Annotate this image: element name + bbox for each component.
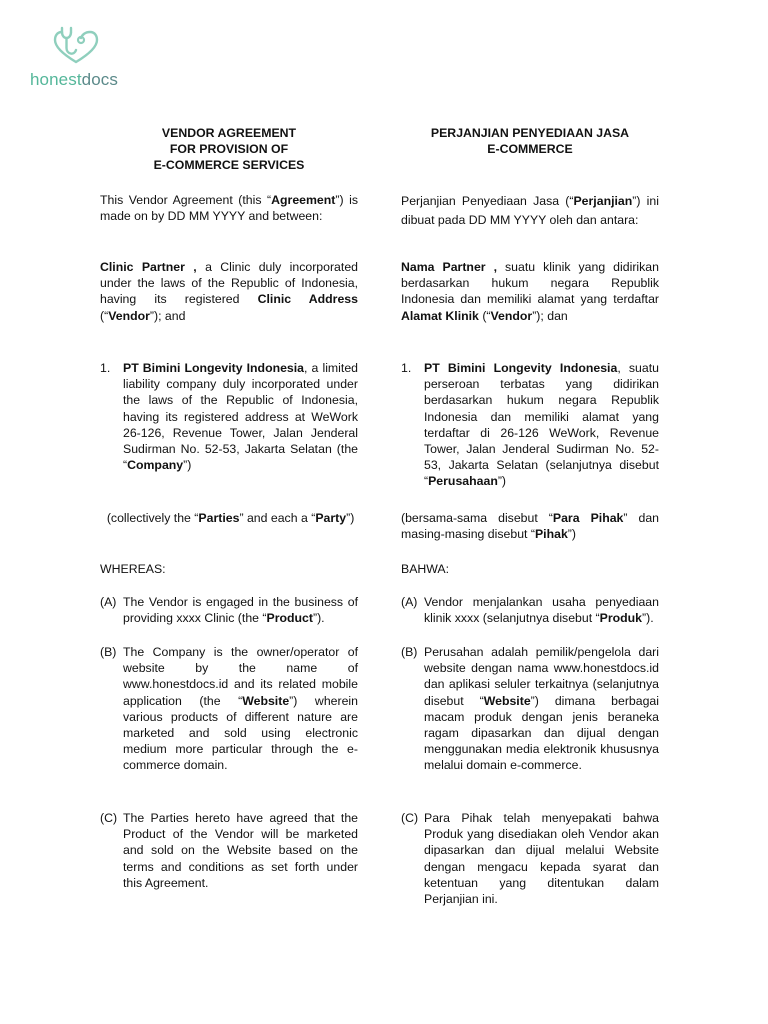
english-collective: (collectively the “Parties” and each a “Party”) [100, 511, 355, 525]
recital-marker: (B) [100, 645, 117, 659]
recital-text: Para Pihak telah menyepakati bahwa Produk yang disediakan oleh Vendor akan dipasarkan dan dijual melalui Website dengan mengacu kepada syarat dan ketentuan yang ditentukan dalam Perjanjian ini. [424, 811, 659, 907]
item-number: 1. [100, 361, 111, 375]
honestdocs-logo [30, 26, 130, 90]
title-line-1: VENDOR AGREEMENT [161, 126, 297, 140]
english-intro: This Vendor Agreement (this “Agreement”) is made on by DD MM YYYY and between: [100, 193, 358, 224]
recital-text: The Company is the owner/operator of website by the name of www.honestdocs.id and its related mobile application (the “Website”) wherein various products of different nature are marketed and sold using electronic medium more particular through the e-commerce domain. [123, 645, 358, 773]
title-line-2: FOR PROVISION OF [169, 142, 289, 157]
recital-marker: (C) [401, 811, 419, 825]
company-party-text: PT Bimini Longevity Indonesia, a limited liability company duly incorporated under the laws of the Republic of Indonesia, having its registered address at WeWork 26-126, Revenue Tower, Jalan Jenderal Sudirman No. 52-53, Jakarta Selatan (the “Company”) [123, 361, 358, 473]
indonesian-whereas-heading: BAHWA: [401, 562, 450, 576]
english-clinic-party: Clinic Partner , a Clinic duly incorporated under the laws of the Republic of Indonesia, having its registered Clinic Address (“Vendor”); and [100, 260, 358, 323]
indonesian-intro: Perjanjian Penyediaan Jasa (“Perjanjian”) ini dibuat pada DD MM YYYY oleh dan antara: [401, 194, 659, 227]
title-line-1: PERJANJIAN PENYEDIAAN JASA [430, 126, 630, 140]
recital-text: The Parties hereto have agreed that the Product of the Vendor will be marketed and sold on the Website based on the terms and conditions as set forth under this Agreement. [123, 811, 358, 890]
title-line-2: E-COMMERCE [487, 142, 573, 157]
recital-marker: (A) [401, 595, 418, 609]
recital-marker: (A) [100, 595, 117, 609]
title-line-3: E-COMMERCE SERVICES [153, 158, 305, 173]
logo-wordmark [30, 70, 118, 90]
recital-text: Perusahan adalah pemilik/pengelola dari website dengan nama www.honestdocs.id dan aplikasi seluler terkaitnya (selanjutnya disebut “Website”) dimana berbagai macam produk dengan jenis beraneka ragam dipasarkan dan dijual dengan menggunakan media elektronik khususnya melalui domain e-commerce. [424, 645, 660, 773]
stethoscope-heart-icon [52, 26, 100, 68]
indonesian-clinic-party: Nama Partner , suatu klinik yang didirikan berdasarkan hukum negara Republik Indonesia dan memiliki alamat yang terdaftar Alamat Klinik (“Vendor”); dan [401, 260, 659, 323]
english-whereas-heading: WHEREAS: [100, 562, 166, 576]
recital-text: Vendor menjalankan usaha penyediaan klinik xxxx (selanjutnya disebut “Produk”). [424, 595, 659, 626]
indonesian-collective: (bersama-sama disebut “Para Pihak” dan masing-masing disebut “Pihak”) [401, 511, 660, 542]
indonesian-title [401, 125, 659, 157]
recital-marker: (C) [100, 811, 118, 825]
recital-marker: (B) [401, 645, 418, 659]
recital-text: The Vendor is engaged in the business of providing xxxx Clinic (the “Product”). [123, 595, 358, 626]
logo-word-honest: honest [30, 70, 82, 89]
logo-word-docs: docs [81, 70, 118, 89]
item-number: 1. [401, 361, 412, 375]
english-title [100, 125, 358, 174]
company-party-text: PT Bimini Longevity Indonesia, suatu perseroan terbatas yang didirikan berdasarkan hukum negara Republik Indonesia dan memiliki alamat yang terdaftar di 26-126 WeWork, Revenue Tower, Jalan Jenderal Sudirman No. 52-53, Jakarta Selatan (selanjutnya disebut “Perusahaan”) [424, 361, 659, 489]
